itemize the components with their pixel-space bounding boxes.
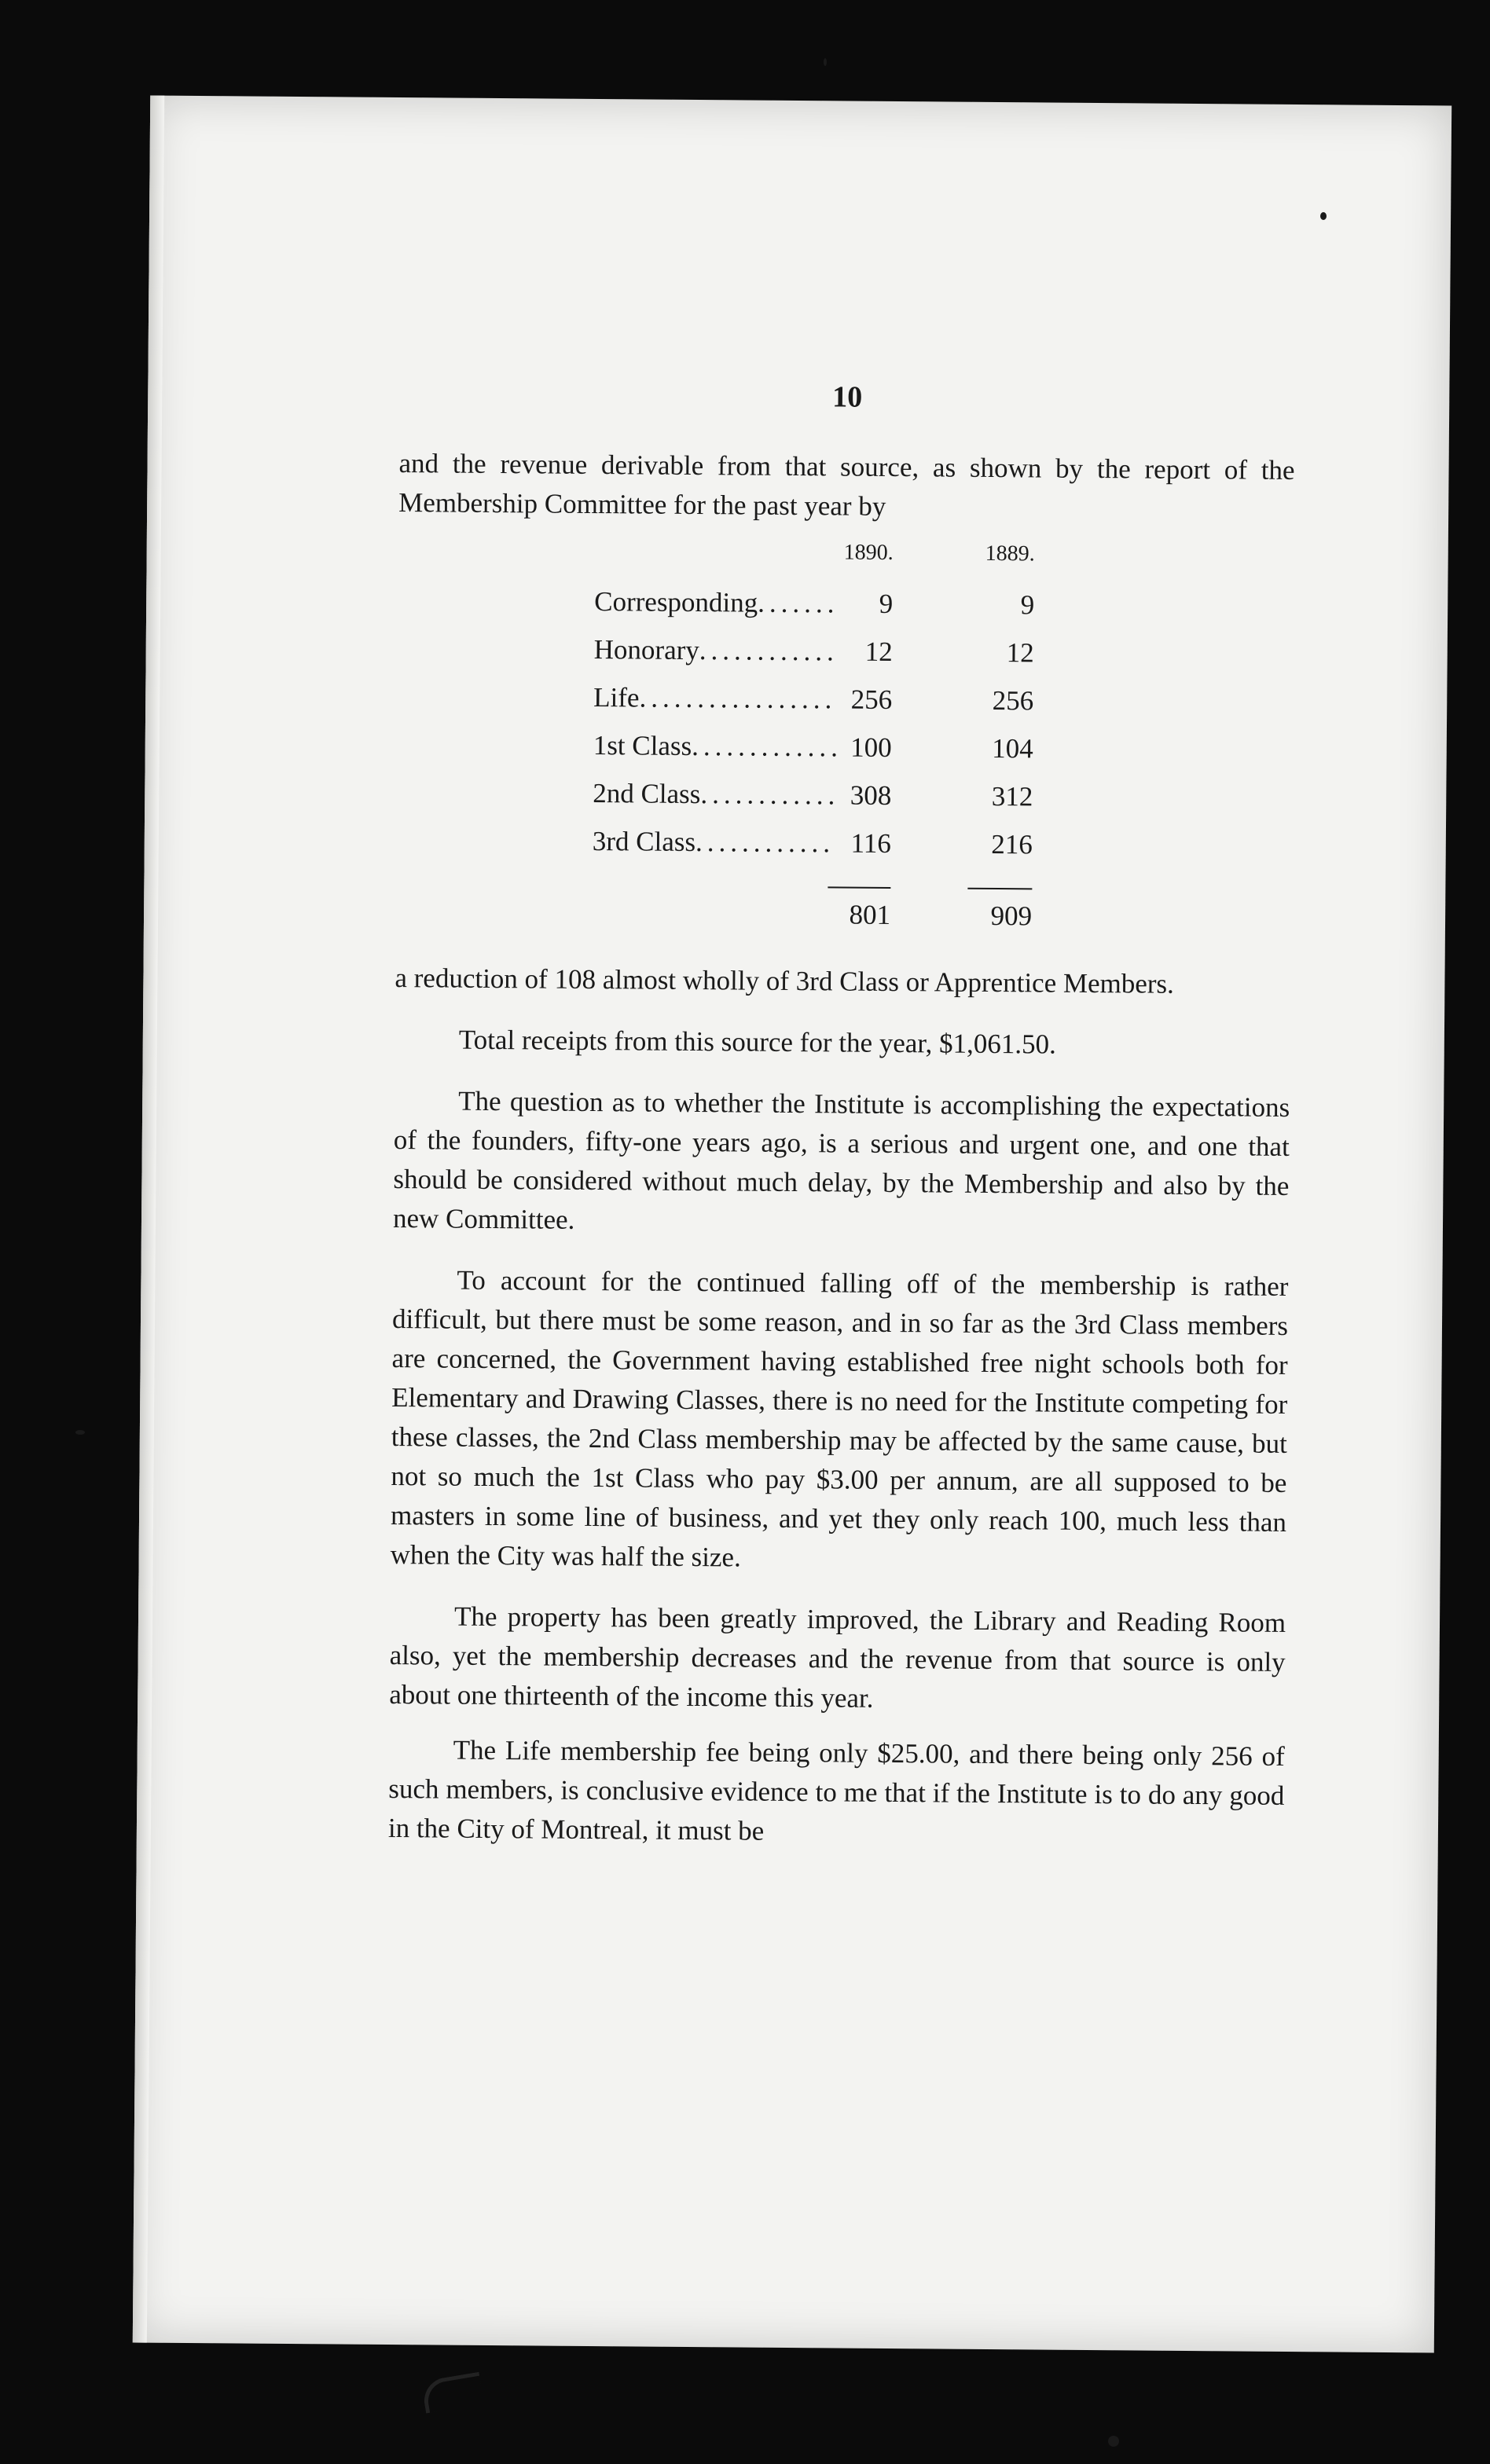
question-paragraph: The question as to whether the Institute is accomplishing the expectations of the founders, fifty-one years ago, is a serious and urgent one, and one that should be considered without much delay, by the Membership and also by the new Committee. — [392, 1085, 1290, 1235]
row-label: Life — [593, 681, 640, 713]
page-edge-shadow — [133, 96, 164, 2343]
value-1890: 116 — [850, 827, 891, 859]
total-1890: 801 — [849, 899, 891, 930]
intro-paragraph: and the revenue derivable from that source, as shown by the report of the Membership Committee for the past year by — [398, 448, 1295, 522]
membership-decline-paragraph: To account for the continued falling off of the membership is rather difficult, but there must be some reason, and in so far as the 3rd Class members are concerned, the Government having established free night schools both for Elementary and Drawing Classes, there is no need for the Institute competing for these classes, the 2nd Class membership may be affected by the same cause, but not so much the 1st Class who pay $3.00 per annum, are all supposed to be masters in some line of business, and yet they only reach 100, much less than when the City was half the size. — [390, 1264, 1289, 1573]
scan-speck — [824, 58, 827, 66]
value-1889: 256 — [992, 684, 1034, 717]
row-label: 3rd Class — [592, 825, 696, 858]
value-1890: 308 — [850, 779, 892, 811]
leader-dots — [699, 635, 838, 667]
scan-speck — [1320, 212, 1327, 220]
leader-dots — [695, 827, 836, 859]
sum-rule-1889 — [967, 888, 1032, 890]
value-1890: 100 — [850, 732, 892, 763]
table-row — [593, 778, 1033, 829]
table-total-row — [592, 897, 1032, 946]
page-number: 10 — [832, 380, 863, 414]
table-row — [593, 682, 1033, 733]
column-header-1889: 1889. — [985, 541, 1035, 566]
sum-rule-row — [592, 874, 1032, 900]
table-row — [594, 586, 1034, 637]
sum-rule-1890 — [828, 886, 890, 889]
value-1889: 104 — [992, 732, 1033, 764]
life-membership-paragraph: The Life membership fee being only $25.00, and there being only 256 of such members, is conclusive evidence to me that if the Institute is to do any good in the City of Montreal, it must be — [387, 1734, 1285, 1846]
scan-speck — [75, 1430, 85, 1435]
row-label: 1st Class — [593, 729, 692, 761]
reduction-paragraph: a reduction of 108 almost wholly of 3rd Class or Apprentice Members. — [395, 962, 1175, 999]
table-row — [593, 634, 1033, 685]
page-content — [388, 376, 1296, 1855]
value-1890: 12 — [864, 636, 893, 667]
total-1889: 909 — [990, 900, 1033, 932]
value-1889: 9 — [1020, 589, 1035, 621]
table-row — [592, 826, 1032, 877]
scan-speck — [1108, 2436, 1119, 2447]
row-label: 2nd Class — [593, 777, 701, 810]
column-header-1890: 1890. — [843, 540, 894, 565]
leader-dots — [639, 682, 837, 715]
value-1889: 312 — [991, 780, 1033, 812]
value-1890: 9 — [879, 588, 894, 619]
paper-mark — [420, 2372, 484, 2414]
row-label: Honorary — [593, 633, 700, 666]
value-1889: 12 — [1006, 637, 1034, 669]
document-page — [133, 96, 1451, 2353]
receipts-paragraph: Total receipts from this source for the year, $1,061.50. — [458, 1024, 1057, 1060]
table-header-row — [594, 538, 1034, 589]
leader-dots — [758, 588, 838, 620]
value-1889: 216 — [991, 828, 1033, 860]
value-1890: 256 — [850, 684, 893, 715]
property-paragraph: The property has been greatly improved, the Library and Reading Room also, yet the membership decreases and the revenue from that source is only about one thirteenth of the income this year. — [389, 1600, 1286, 1714]
row-label: Corresponding — [594, 585, 758, 618]
leader-dots — [700, 779, 836, 811]
table-row — [593, 730, 1033, 781]
membership-table — [592, 538, 1035, 946]
leader-dots — [692, 731, 837, 763]
